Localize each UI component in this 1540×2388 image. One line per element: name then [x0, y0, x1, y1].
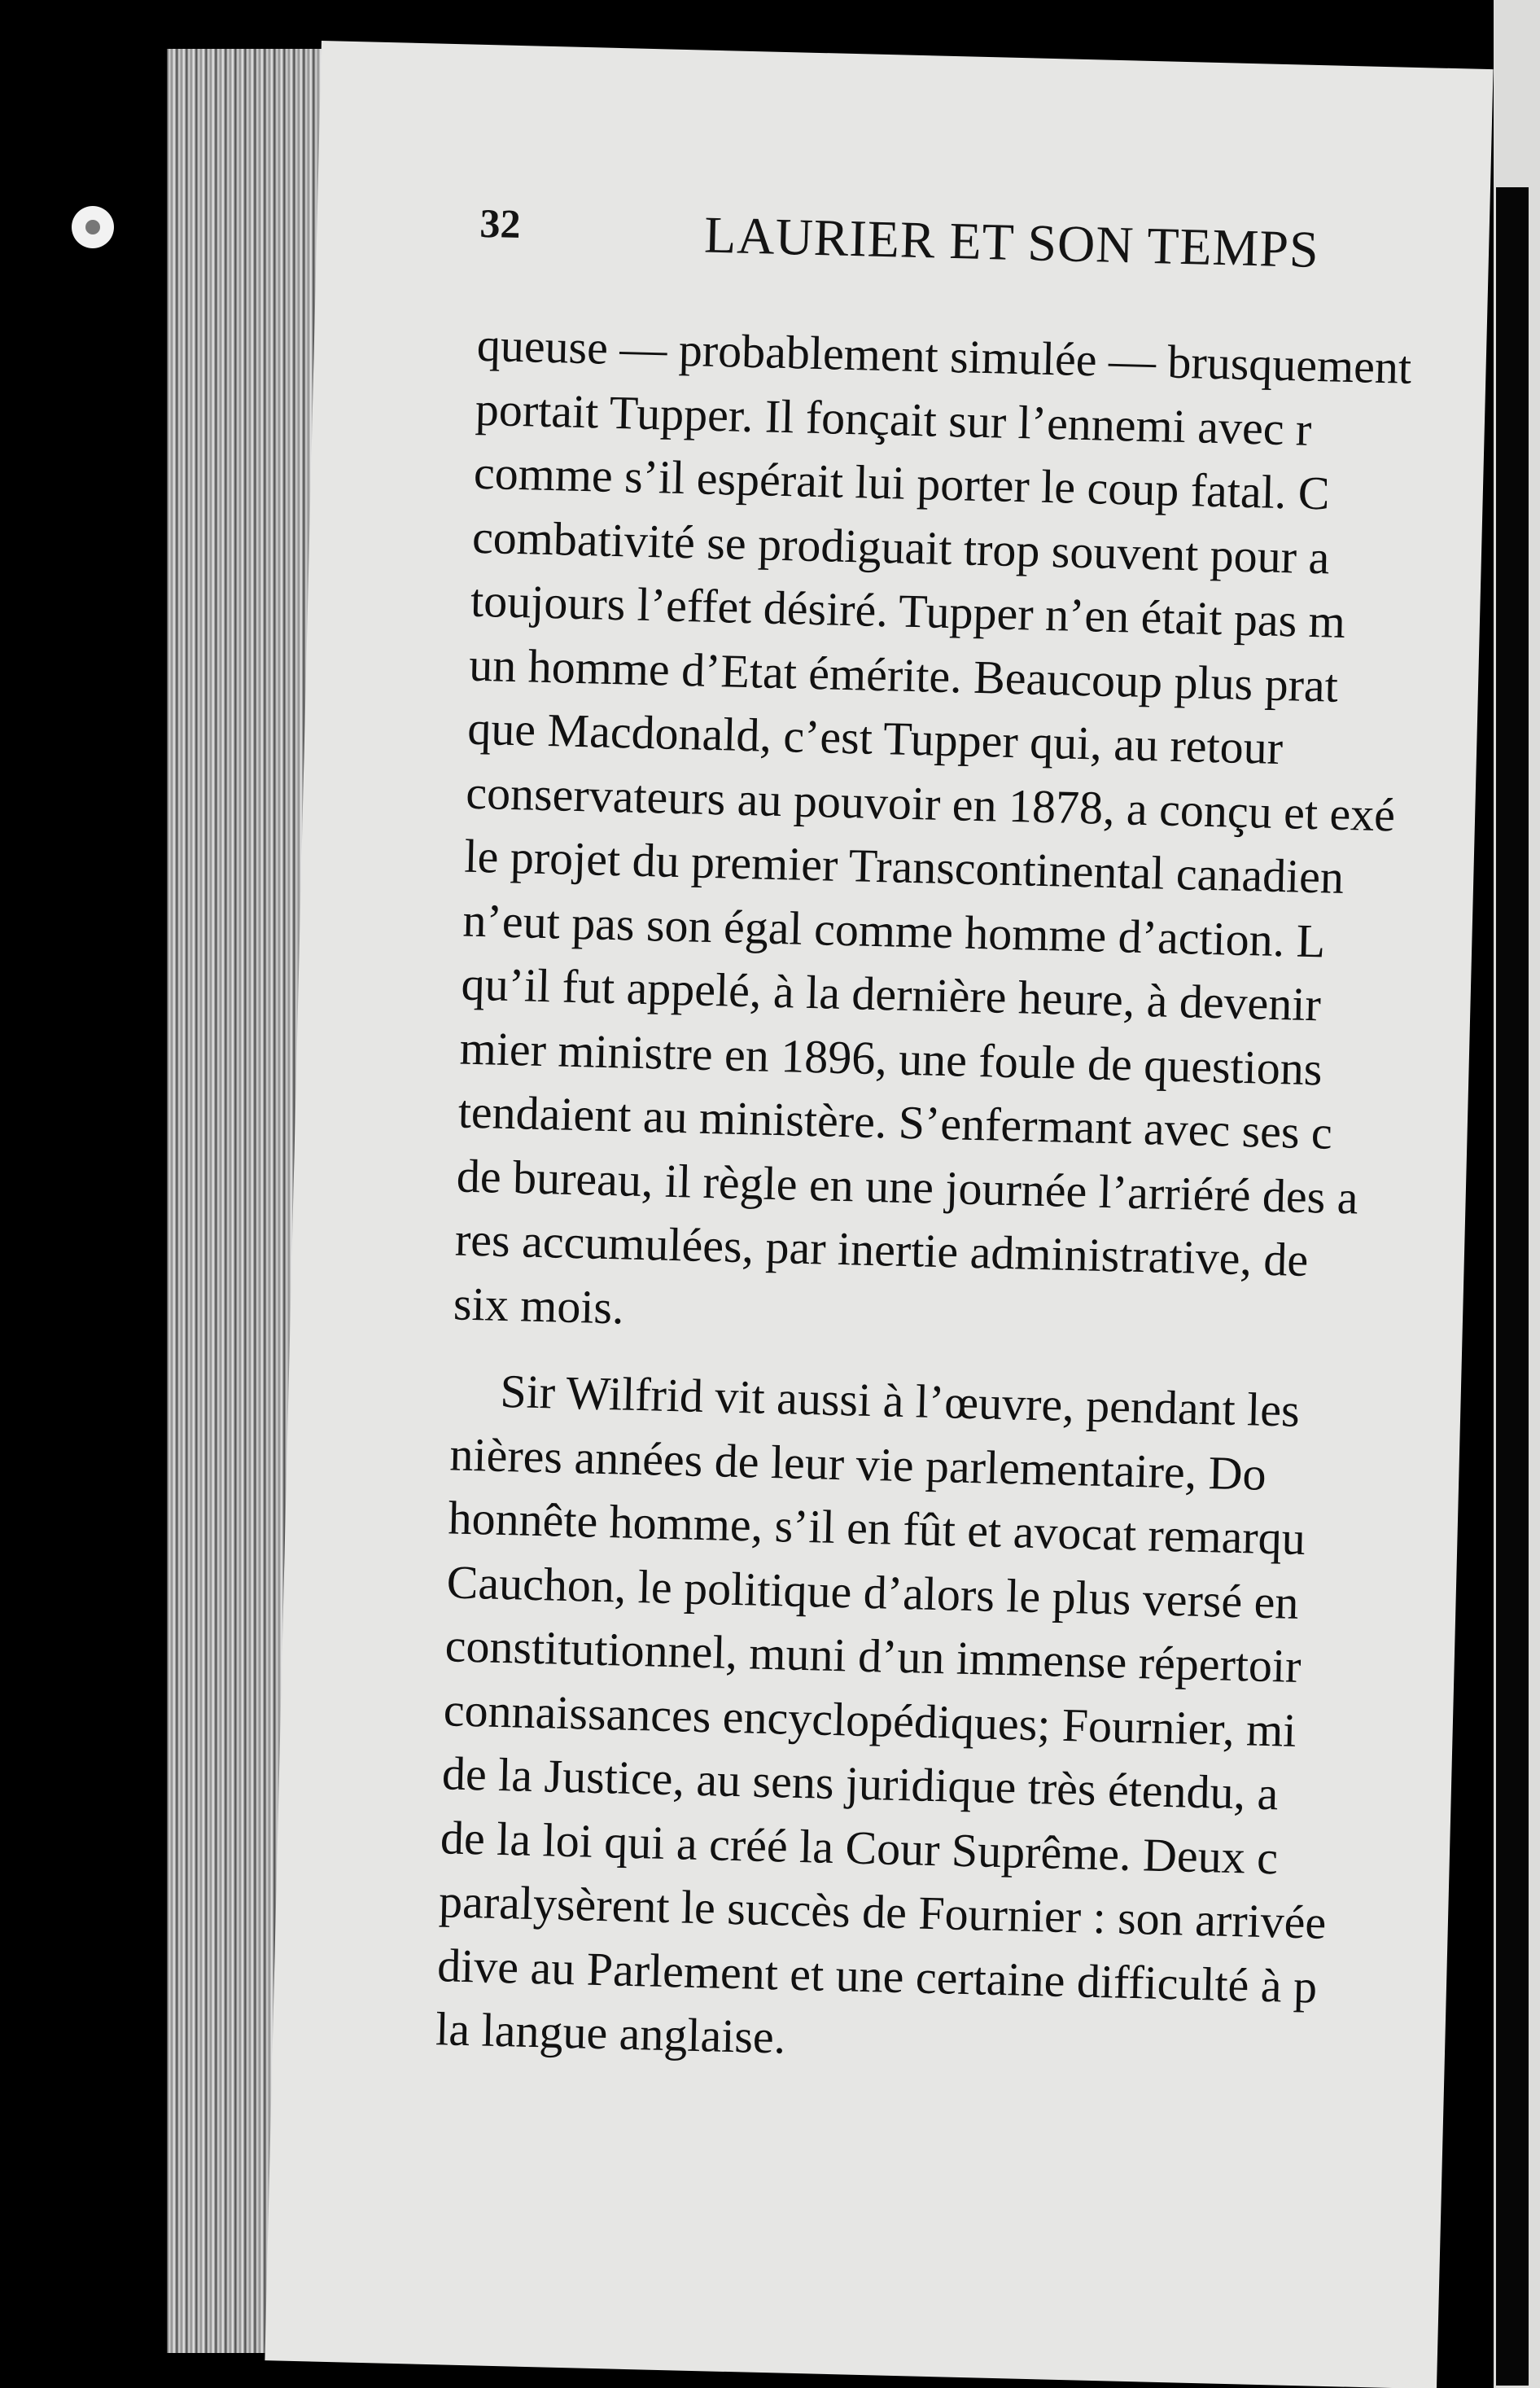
text-line: nières années de leur vie parlementaire, Do [448, 1426, 1267, 1501]
running-title: LAURIER ET SON TEMPS [703, 205, 1320, 279]
text-line: paralysèrent le succès de Fournier : son arrivée [438, 1874, 1327, 1949]
text-line: de la Justice, au sens juridique très étendu, a [441, 1746, 1280, 1821]
text-line: n’eut pas son égal comme homme d’action. L [462, 893, 1326, 967]
text-line: res accumulées, par inertie administrative, de [454, 1212, 1309, 1287]
text-line: combativité se prodiguait trop souvent pour a [471, 510, 1331, 584]
text-line: mier ministre en 1896, une foule de questions [459, 1021, 1323, 1095]
paragraph-1 [453, 313, 1494, 1361]
text-line: constitutionnel, muni d’un immense répertoir [444, 1619, 1302, 1693]
book-page [265, 41, 1493, 2388]
text-line: la langue anglaise. [435, 2002, 787, 2064]
paragraph-2 [435, 1358, 1469, 2086]
text-line: honnête homme, s’il en fût et avocat remarqu [447, 1491, 1306, 1566]
text-line: queuse — probablement simulée — brusquement [476, 318, 1412, 394]
text-line: Cauchon, le politique d’alors le plus versé en [446, 1554, 1300, 1629]
text-line: de bureau, il règle en une journée l’arriéré des a [456, 1148, 1359, 1225]
punch-hole [72, 206, 114, 248]
binding-shadow [1496, 187, 1529, 2386]
text-line: que Macdonald, c’est Tupper qui, au retour [466, 701, 1284, 775]
text-line: comme s’il espérait lui porter le coup fatal. C [473, 445, 1331, 520]
text-line: qu’il fut appelé, à la dernière heure, à devenir [460, 957, 1322, 1032]
body-text [435, 313, 1494, 2086]
text-line: conservateurs au pouvoir en 1878, a conçu et exé [465, 765, 1396, 842]
text-line: un homme d’Etat émérite. Beaucoup plus prat [468, 638, 1339, 712]
text-line: toujours l’effet désiré. Tupper n’en était pas m [470, 573, 1346, 648]
text-line: connaissances encyclopédiques; Fournier, mi [443, 1682, 1297, 1757]
text-line: tendaient au ministère. S’enfermant avec ses c [457, 1084, 1333, 1159]
text-line: portait Tupper. Il fonçait sur l’ennemi avec r [475, 382, 1313, 456]
text-line: dive au Parlement et une certaine difficulté à p [436, 1938, 1318, 2013]
text-line: de la loi qui a créé la Cour Suprême. Deux c [440, 1810, 1279, 1884]
text-line: six mois. [453, 1276, 625, 1334]
text-line: le projet du premier Transcontinental canadien [463, 829, 1345, 904]
page-number: 32 [479, 199, 522, 248]
page-header [479, 199, 1473, 289]
text-line: Sir Wilfrid vit aussi à l’œuvre, pendant les [499, 1364, 1301, 1437]
